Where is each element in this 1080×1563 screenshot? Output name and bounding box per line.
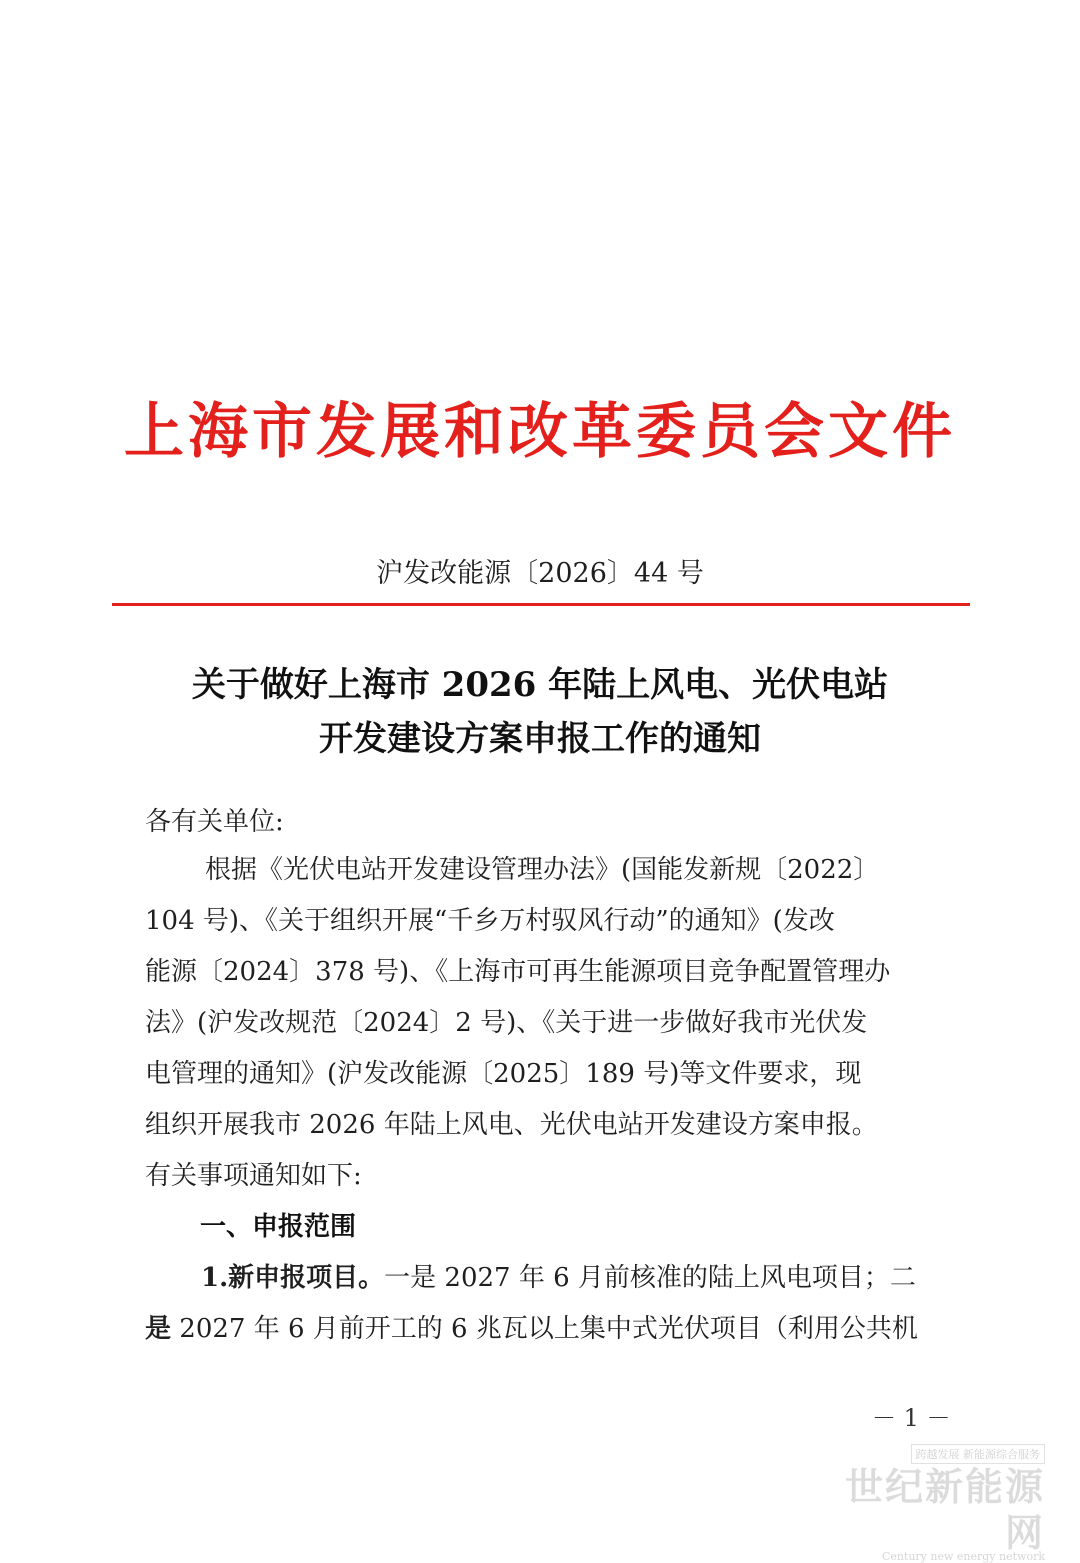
paragraph-line: 电管理的通知》(沪发改能源〔2025〕189 号)等文件要求，现 xyxy=(145,1059,862,1089)
watermark-english: Century new energy network xyxy=(881,1550,1045,1563)
item-line xyxy=(145,1304,945,1355)
item-text: 一是 2027 年 6 月前核准的陆上风电项目；二 xyxy=(384,1263,916,1293)
paragraph-line: 根据《光伏电站开发建设管理办法》(国能发新规〔2022〕 xyxy=(205,855,880,885)
document-number: 沪发改能源〔2026〕44 号 xyxy=(376,558,704,589)
item-lead: 是 xyxy=(145,1314,172,1344)
watermark-logo xyxy=(845,1443,1045,1563)
item-lead: 1.新申报项目。 xyxy=(201,1263,385,1293)
title-line-1: 关于做好上海市 2026 年陆上风电、光伏电站 xyxy=(191,665,889,705)
watermark-tagline: 跨越发展 新能源综合服务 xyxy=(911,1444,1046,1464)
section-heading: 一、申报范围 xyxy=(200,1212,357,1242)
paragraph-line: 法》(沪发改规范〔2024〕2 号)、《关于进一步做好我市光伏发 xyxy=(145,1008,868,1038)
paragraph-line: 104 号)、《关于组织开展“千乡万村驭风行动”的通知》(发改 xyxy=(145,906,835,936)
item-text: 2027 年 6 月前开工的 6 兆瓦以上集中式光伏项目（利用公共机 xyxy=(171,1314,918,1344)
document-title xyxy=(100,658,980,766)
issuer-title: 上海市发展和改革委员会文件 xyxy=(124,397,956,467)
title-line-2: 开发建设方案申报工作的通知 xyxy=(319,719,761,759)
paragraph-line: 有关事项通知如下: xyxy=(145,1161,362,1191)
paragraph-line: 组织开展我市 2026 年陆上风电、光伏电站开发建设方案申报。 xyxy=(145,1110,878,1140)
salutation: 各有关单位: xyxy=(145,807,284,837)
watermark-name: 世纪新能源网 xyxy=(845,1465,1046,1555)
paragraph-line: 能源〔2024〕378 号)、《上海市可再生能源项目竞争配置管理办 xyxy=(145,957,891,987)
page-number: － 1 － xyxy=(872,1404,951,1432)
item-line xyxy=(145,1253,1001,1304)
red-divider xyxy=(112,603,970,606)
